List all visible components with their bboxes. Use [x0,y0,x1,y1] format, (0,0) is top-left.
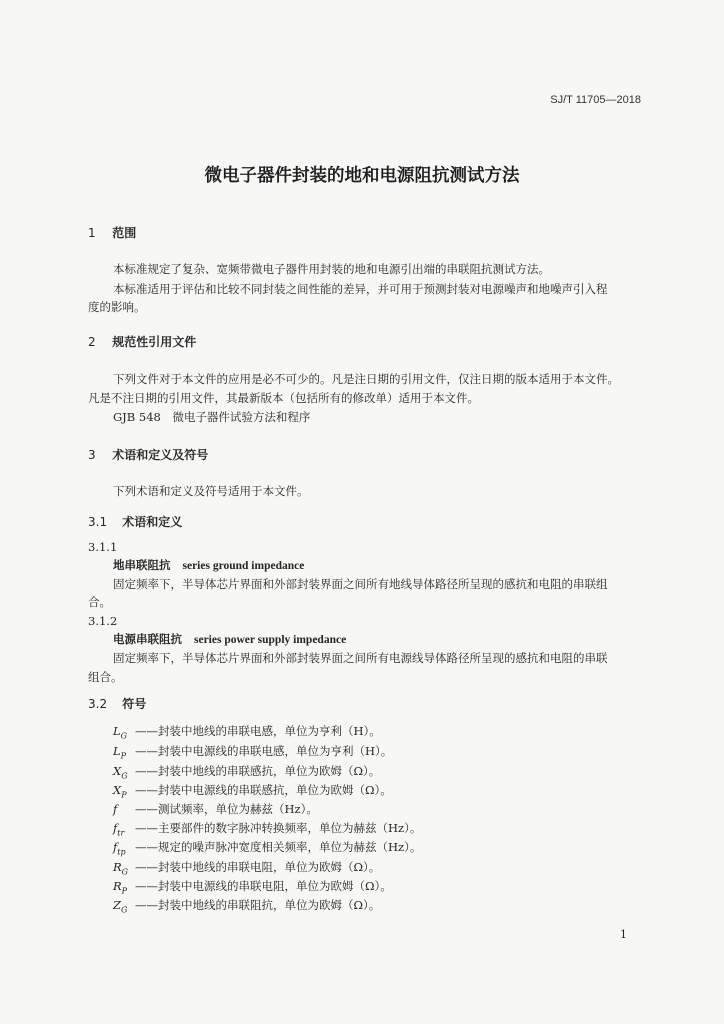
symbol: $Z_G$ [113,898,128,915]
symbol-row [113,782,392,799]
paragraph: 本标准适用于评估和比较不同封装之间性能的差异，并可用于预测封装对电源噪声和地噪声引入程 [113,282,608,296]
term-definition: 固定频率下，半导体芯片界面和外部封装界面之间所有电源线导体路径所呈现的感抗和电阻的串联 [113,651,608,665]
symbol-description: ——封装中地线的串联电感，单位为亨利（H）。 [135,724,381,738]
symbol-row [113,897,380,914]
term-chinese: 地串联阻抗 [113,558,171,572]
symbol-description: ——主要部件的数字脉冲转换频率，单位为赫兹（Hz）。 [135,821,422,835]
symbol-description: ——封装中地线的串联阻抗，单位为欧姆（Ω）。 [135,898,381,912]
normative-reference: GJB 548 微电子器件试验方法和程序 [113,410,311,424]
symbol: $L_G$ [113,724,128,741]
symbol-description: ——封装中地线的串联电阻，单位为欧姆（Ω）。 [135,860,381,874]
section-1-heading [88,224,136,241]
section-title: 符号 [122,697,147,711]
term-entry [113,630,346,649]
symbol-row [113,820,421,837]
symbol: $L_P$ [113,744,127,761]
symbol-description: ——规定的噪声脉冲宽度相关频率，单位为赫兹（Hz）。 [135,840,422,854]
paragraph: 下列术语和定义及符号适用于本文件。 [113,484,309,498]
term-number: 3.1.2 [88,614,118,628]
symbol: $f_{tp}$ [113,840,126,857]
paragraph-continuation: 凡是不注日期的引用文件，其最新版本（包括所有的修改单）适用于本文件。 [88,391,479,405]
section-title: 术语和定义 [122,515,183,529]
symbol-description: ——封装中地线的串联感抗，单位为欧姆（Ω）。 [135,764,381,778]
symbol-description: ——封装中电源线的串联电阻，单位为欧姆（Ω）。 [135,879,392,893]
symbol-row [113,763,380,780]
symbol-row [113,839,421,856]
symbol-row [113,878,392,895]
term-definition: 固定频率下，半导体芯片界面和外部封装界面之间所有地线导体路径所呈现的感抗和电阻的串联组 [113,577,608,591]
symbol-row [113,801,318,818]
section-3-heading [88,446,208,463]
symbol: f [113,802,118,816]
paragraph-continuation: 度的影响。 [88,300,146,314]
section-3-1-heading [88,513,182,530]
section-number: 3.2 [88,697,108,711]
section-number: 3.1 [88,515,108,529]
term-english: series power supply impedance [194,634,347,646]
page-title: 微电子器件封装的地和电源阻抗测试方法 [204,166,520,186]
symbol-row [113,743,392,760]
symbol-row [113,723,381,740]
section-3-2-heading [88,695,146,712]
term-number: 3.1.1 [88,540,118,554]
section-title: 规范性引用文件 [112,335,197,349]
symbol: $X_P$ [113,783,127,800]
term-definition-continuation: 组合。 [88,670,123,684]
symbol-description: ——测试频率，单位为赫兹（Hz）。 [135,802,318,816]
paragraph: 本标准规定了复杂、宽频带微电子器件用封装的地和电源引出端的串联阻抗测试方法。 [113,262,550,276]
symbol: $R_P$ [113,879,128,896]
symbol-description: ——封装中电源线的串联感抗，单位为欧姆（Ω）。 [135,783,392,797]
term-entry [113,556,304,575]
section-2-heading [88,333,196,350]
symbol: $X_G$ [113,764,128,781]
standard-code: SJ/T 11705—2018 [550,94,641,106]
symbol-row [113,859,380,876]
term-chinese: 电源串联阻抗 [113,632,182,646]
section-title: 术语和定义及符号 [112,448,209,462]
term-definition-continuation: 合。 [88,595,111,609]
section-title: 范围 [112,226,137,240]
section-number: 3 [88,448,96,462]
page-number: 1 [620,928,627,941]
section-number: 1 [88,226,96,240]
symbol: $R_G$ [113,860,129,877]
section-number: 2 [88,335,96,349]
term-english: series ground impedance [182,560,305,572]
symbol-description: ——封装中电源线的串联电感，单位为亨利（H）。 [135,744,393,758]
paragraph: 下列文件对于本文件的应用是必不可少的。凡是注日期的引用文件，仅注日期的版本适用于本文件。 [113,372,619,386]
symbol: $f_{tr}$ [113,821,125,838]
